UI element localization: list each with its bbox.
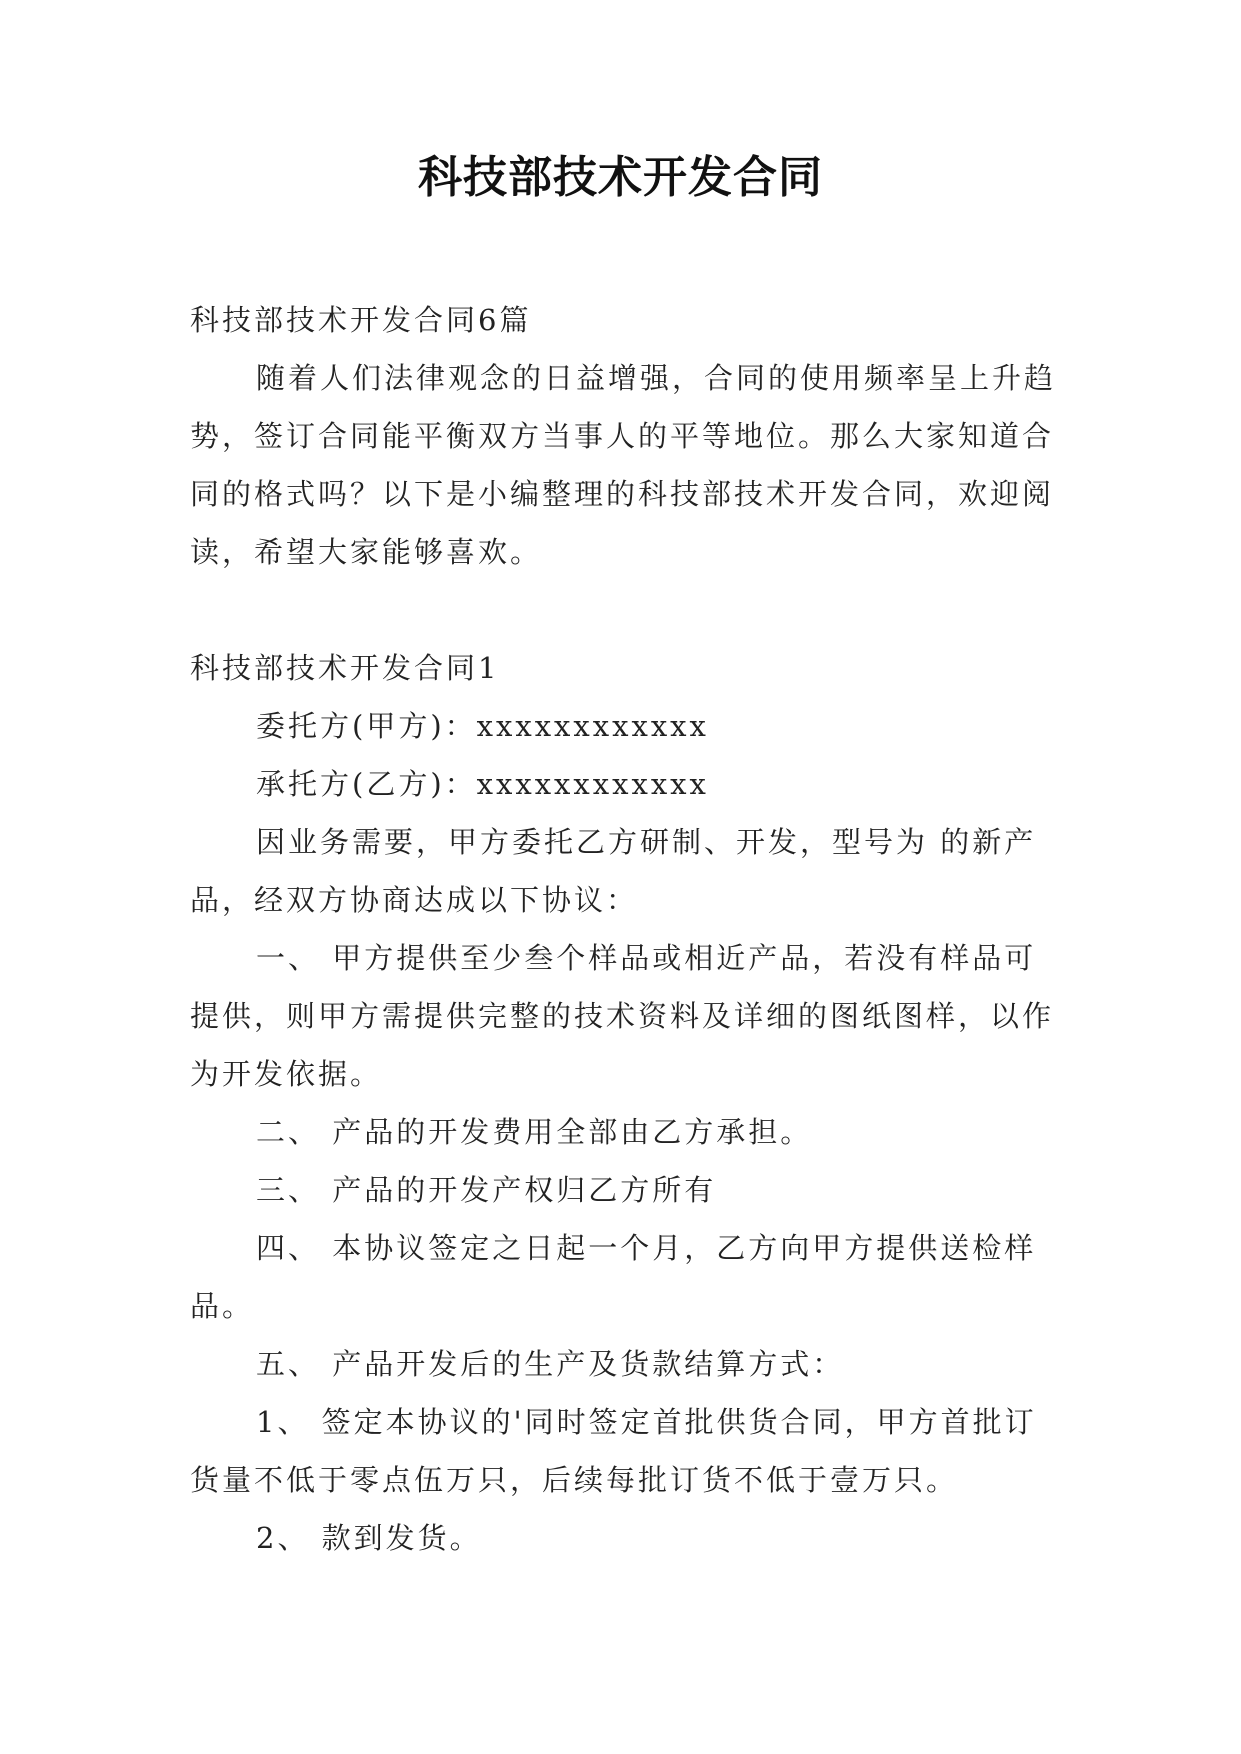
clause-5: 五、 产品开发后的生产及货款结算方式： bbox=[256, 1347, 845, 1381]
sub-clause-2: 2、 款到发货。 bbox=[256, 1521, 482, 1555]
section-heading: 科技部技术开发合同1 bbox=[190, 651, 500, 685]
clause-4: 四、 本协议签定之日起一个月，乙方向甲方提供送检样品。 bbox=[190, 1231, 1037, 1323]
clause-1: 一、 甲方提供至少叁个样品或相近产品，若没有样品可提供，则甲方需提供完整的技术资料及详细的图纸图样，以作为开发依据。 bbox=[190, 941, 1055, 1091]
preamble-paragraph: 因业务需要，甲方委托乙方研制、开发，型号为 的新产品，经双方协商达成以下协议： bbox=[190, 825, 1037, 917]
document-title: 科技部技术开发合同 bbox=[418, 152, 823, 203]
series-heading: 科技部技术开发合同6篇 bbox=[190, 303, 532, 337]
sub-clause-1: 1、 签定本协议的'同时签定首批供货合同，甲方首批订货量不低于零点伍万只，后续每批订货不低于壹万只。 bbox=[190, 1405, 1037, 1497]
intro-paragraph: 随着人们法律观念的日益增强，合同的使用频率呈上升趋势，签订合同能平衡双方当事人的平等地位。那么大家知道合同的格式吗？以下是小编整理的科技部技术开发合同，欢迎阅读，希望大家能够喜欢。 bbox=[190, 361, 1057, 569]
paragraph-spacer bbox=[190, 581, 1060, 639]
contractor-party-line: 承托方(乙方)：xxxxxxxxxxxx bbox=[256, 767, 709, 801]
document-body bbox=[190, 291, 1060, 1567]
client-party-line: 委托方(甲方)：xxxxxxxxxxxx bbox=[256, 709, 709, 743]
clause-2: 二、 产品的开发费用全部由乙方承担。 bbox=[256, 1115, 813, 1149]
clause-3: 三、 产品的开发产权归乙方所有 bbox=[256, 1173, 717, 1207]
